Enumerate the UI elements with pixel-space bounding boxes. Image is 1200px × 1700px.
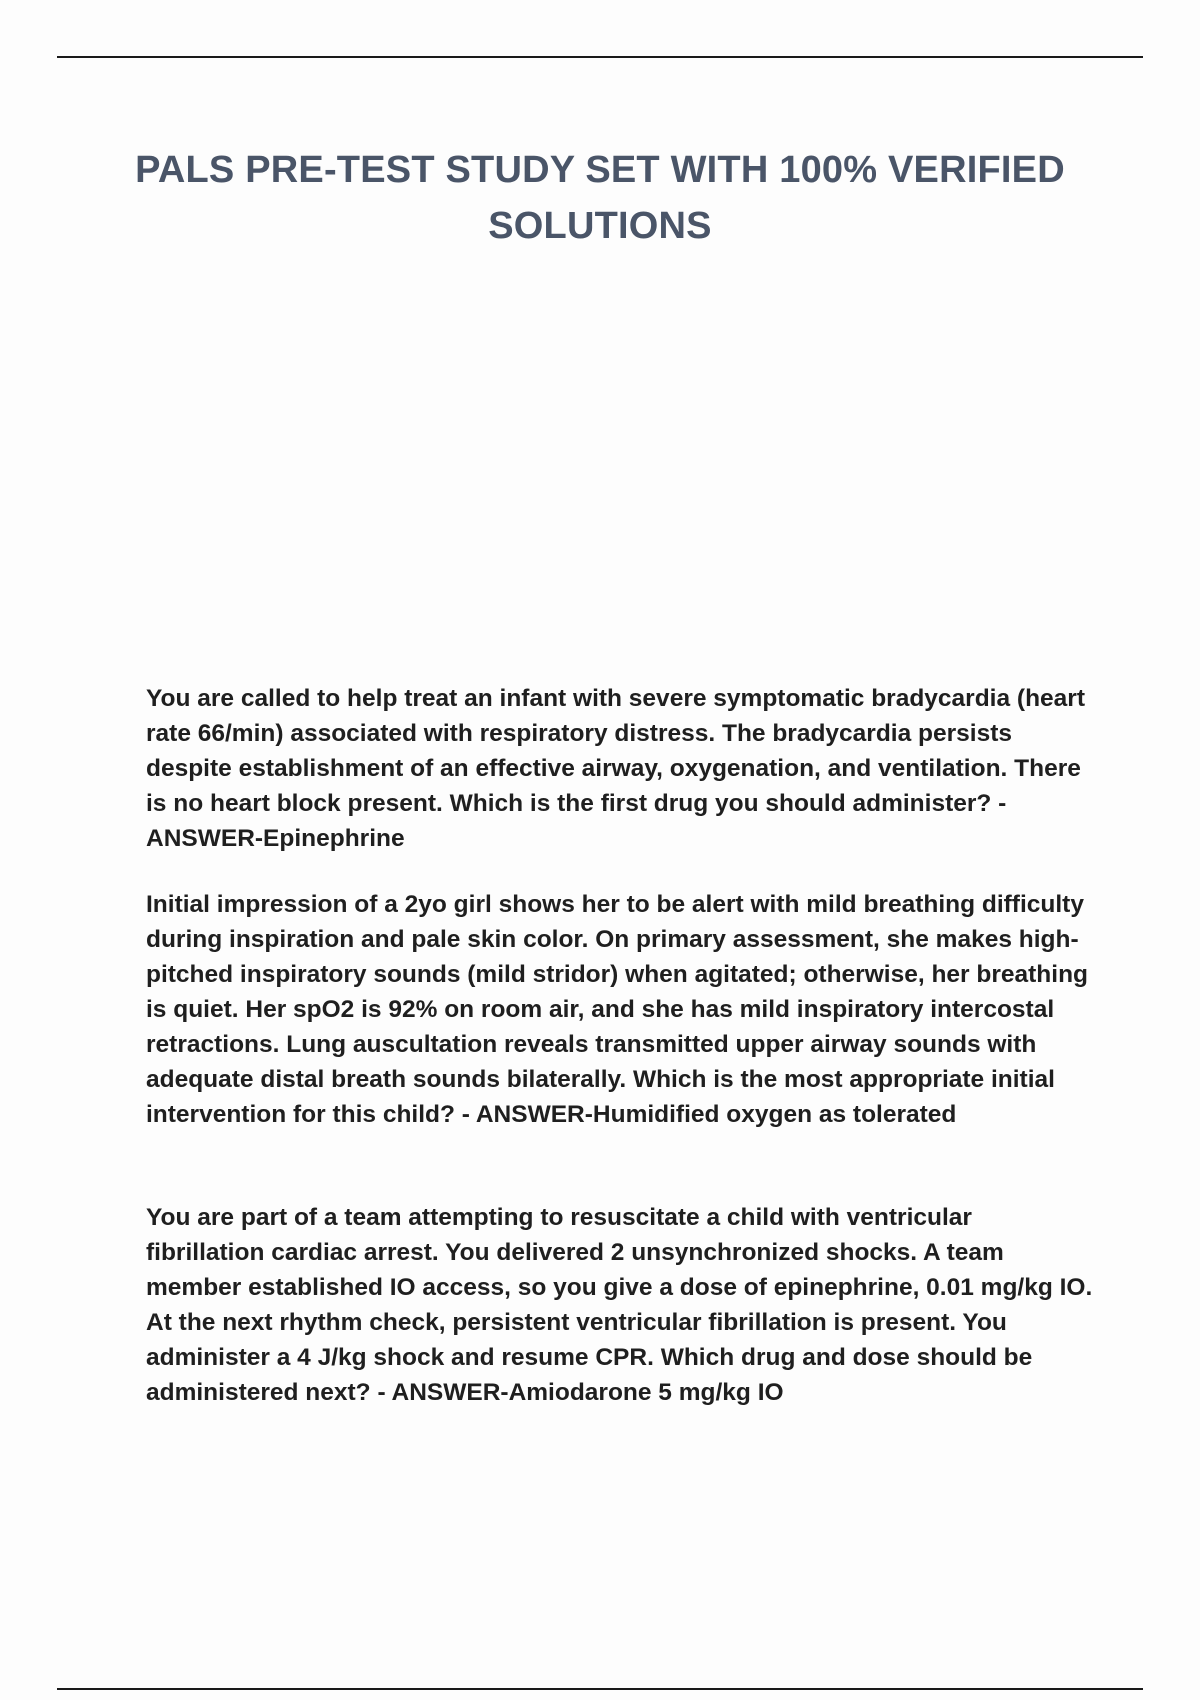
- answer-text: Amiodarone 5 mg/kg IO: [508, 1379, 784, 1406]
- answer-separator: - ANSWER-: [454, 1101, 593, 1128]
- answer-text: Humidified oxygen as tolerated: [592, 1101, 957, 1128]
- qa-item-2: [146, 887, 1096, 1132]
- qa-item-1: [146, 681, 1096, 856]
- footer-rule: [57, 1688, 1143, 1690]
- question-text: You are called to help treat an infant with severe symptomatic bradycardia (heart rate 66/min) associated with respiratory distress. The bradycardia persists despite establishment of an effective airway, oxygenation, and ventilation. There is no heart block present. Which is the first drug you should administer?: [146, 685, 1085, 817]
- question-text: Initial impression of a 2yo girl shows her to be alert with mild breathing difficulty during inspiration and pale skin color. On primary assessment, she makes high-pitched inspiratory sounds (mild stridor) when agitated; otherwise, her breathing is quiet. Her spO2 is 92% on room air, and she has mild inspiratory intercostal retractions. Lung auscultation reveals transmitted upper airway sounds with adequate distal breath sounds bilaterally. Which is the most appropriate initial intervention for this child?: [146, 891, 1088, 1128]
- header-rule: [57, 56, 1143, 58]
- answer-text: Epinephrine: [263, 825, 405, 852]
- question-text: You are part of a team attempting to resuscitate a child with ventricular fibrillation cardiac arrest. You delivered 2 unsynchronized shocks. A team member established IO access, so you give a dose of epinephrine, 0.01 mg/kg IO. At the next rhythm check, persistent ventricular fibrillation is present. You administer a 4 J/kg shock and resume CPR. Which drug and dose should be administered next?: [146, 1204, 1093, 1406]
- answer-separator: - ANSWER-: [146, 790, 1007, 852]
- answer-separator: - ANSWER-: [370, 1379, 509, 1406]
- page-title: PALS PRE-TEST STUDY SET WITH 100% VERIFIED SOLUTIONS: [135, 149, 1065, 247]
- qa-item-3: [146, 1200, 1096, 1410]
